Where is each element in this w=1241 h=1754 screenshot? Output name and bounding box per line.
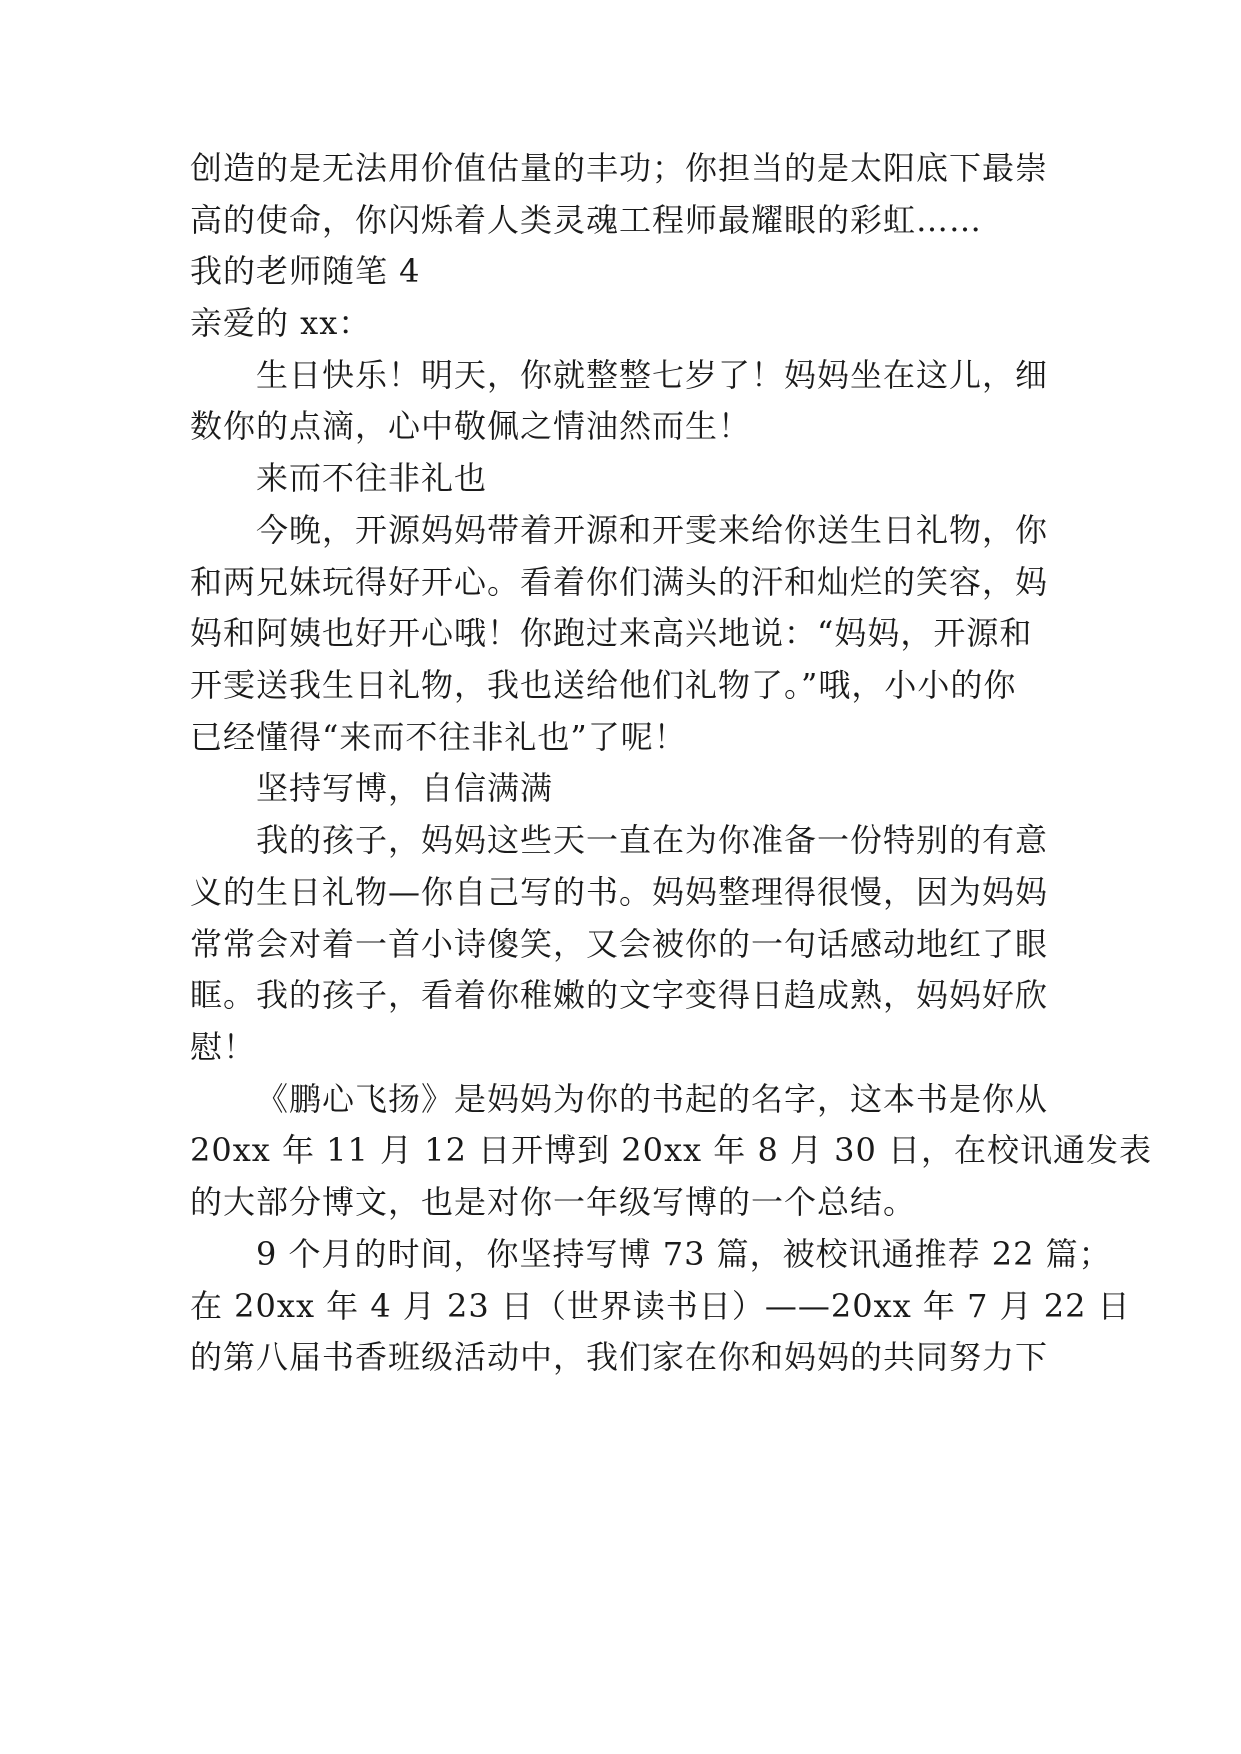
- text-line: 《鹏心飞扬》是妈妈为你的书起的名字，这本书是你从: [256, 1080, 1049, 1118]
- text-line: 常常会对着一首小诗傻笑，又会被你的一句话感动地红了眼: [190, 925, 1049, 963]
- text-line: 今晚，开源妈妈带着开源和开雯来给你送生日礼物，你: [256, 511, 1049, 549]
- subheading: 来而不往非礼也: [256, 459, 488, 497]
- text-line: 妈和阿姨也好开心哦！你跑过来高兴地说：“妈妈，开源和: [190, 614, 1033, 652]
- text-line: 9 个月的时间，你坚持写博 73 篇，被校讯通推荐 22 篇；: [256, 1235, 1112, 1273]
- text-line: 我的孩子，妈妈这些天一直在为你准备一份特别的有意: [256, 821, 1049, 859]
- text-line: 的第八届书香班级活动中，我们家在你和妈妈的共同努力下: [190, 1338, 1049, 1376]
- text-line: 20xx 年 11 月 12 日开博到 20xx 年 8 月 30 日，在校讯通发表: [190, 1131, 1153, 1169]
- text-line: 数你的点滴，心中敬佩之情油然而生！: [190, 407, 752, 445]
- section-heading: 我的老师随笔 4: [190, 252, 421, 290]
- text-line: 在 20xx 年 4 月 23 日（世界读书日）——20xx 年 7 月 22 日: [190, 1287, 1131, 1325]
- text-line: 生日快乐！明天，你就整整七岁了！妈妈坐在这儿，细: [256, 356, 1049, 394]
- text-line: 的大部分博文，也是对你一年级写博的一个总结。: [190, 1183, 917, 1221]
- text-line: 创造的是无法用价值估量的丰功；你担当的是太阳底下最崇: [190, 149, 1049, 187]
- text-line: 和两兄妹玩得好开心。看着你们满头的汗和灿烂的笑容，妈: [190, 563, 1049, 601]
- text-line: 眶。我的孩子，看着你稚嫩的文字变得日趋成熟，妈妈好欣: [190, 976, 1049, 1014]
- text-line: 高的使命，你闪烁着人类灵魂工程师最耀眼的彩虹……: [190, 201, 983, 239]
- text-line: 已经懂得“来而不往非礼也”了呢！: [190, 718, 687, 756]
- text-line: 义的生日礼物—你自己写的书。妈妈整理得很慢，因为妈妈: [190, 873, 1049, 911]
- subheading: 坚持写博，自信满满: [256, 769, 554, 807]
- salutation: 亲爱的 xx：: [190, 304, 372, 342]
- text-line: 慰！: [190, 1028, 257, 1066]
- text-line: 开雯送我生日礼物，我也送给他们礼物了。”哦，小小的你: [190, 666, 1017, 704]
